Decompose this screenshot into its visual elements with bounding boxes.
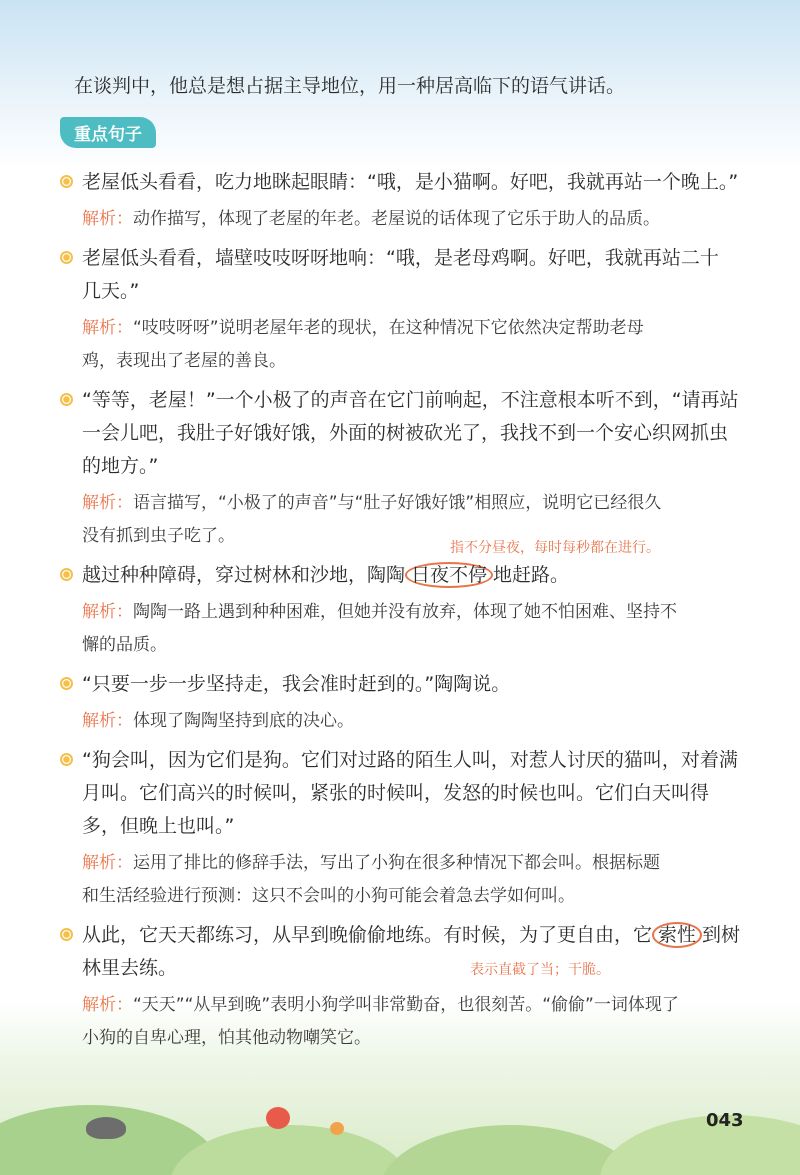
analysis-text: “天天”“从早到晚”表明小狗学叫非常勤奋，也很刻苦。“偷偷”一词体现了 (133, 995, 679, 1015)
sentence-line: 月叫。它们高兴的时候叫，紧张的时候叫，发怒的时候也叫。它们白天叫得 (82, 782, 710, 804)
intro-sentence: 在谈判中，他总是想占据主导地位，用一种居高临下的语气讲话。 (74, 75, 626, 97)
analysis-text: 语言描写，“小极了的声音”与“肚子好饿好饿”相照应，说明它已经很久 (133, 493, 662, 513)
analysis-label: 解析： (82, 318, 133, 338)
sentence-line (82, 919, 750, 952)
analysis-text: 陶陶一路上遇到种种困难，但她并没有放弃，体现了她不怕困难、坚持不 (133, 602, 677, 622)
analysis-line (82, 847, 750, 880)
page-content (60, 70, 750, 1059)
sentence-line: 林里去练。 (82, 957, 178, 979)
bullet-icon (60, 393, 73, 406)
sentence-line: 多，但晚上也叫。” (82, 815, 235, 837)
analysis-label: 解析： (82, 995, 133, 1015)
analysis-line (82, 345, 750, 378)
sentence-line: 的地方。” (82, 455, 159, 477)
analysis-text: 动作描写，体现了老屋的年老。老屋说的话体现了它乐于助人的品质。 (133, 209, 660, 229)
analysis-block (60, 596, 750, 662)
analysis-line (82, 880, 750, 913)
analysis-line (82, 705, 750, 738)
analysis-line (82, 487, 750, 520)
sentence-line: “等等，老屋！”一个小极了的声音在它门前响起，不注意根本听不到，“请再站 (82, 389, 739, 411)
analysis-block (60, 847, 750, 913)
analysis-line (82, 629, 750, 662)
key-sentence (60, 242, 750, 308)
analysis-text: 和生活经验进行预测：这只不会叫的小狗可能会着急去学如何叫。 (82, 886, 575, 906)
annotation-note: 表示直截了当；干脆。 (470, 962, 610, 978)
flower-decoration (330, 1122, 344, 1135)
key-sentence (60, 668, 750, 701)
grass-decoration (600, 1115, 800, 1175)
sentence-text: 到树 (702, 924, 741, 946)
analysis-block (60, 203, 750, 236)
grass-decoration (380, 1125, 640, 1175)
bullet-icon (60, 568, 73, 581)
analysis-line (82, 989, 750, 1022)
analysis-line (82, 1022, 750, 1055)
flower-decoration (266, 1107, 290, 1129)
annotation-note: 指不分昼夜，每时每秒都在进行。 (450, 540, 660, 556)
analysis-line (82, 203, 750, 236)
analysis-text: 运用了排比的修辞手法，写出了小狗在很多种情况下都会叫。根据标题 (133, 853, 660, 873)
rock-decoration (86, 1117, 126, 1139)
bullet-icon (60, 677, 73, 690)
bullet-icon (60, 251, 73, 264)
analysis-line (82, 312, 750, 345)
analysis-text: 小狗的自卑心理，怕其他动物嘲笑它。 (82, 1028, 371, 1048)
key-sentence (60, 919, 750, 985)
sentence-line: 老屋低头看看，吃力地眯起眼睛：“哦，是小猫啊。好吧，我就再站一个晚上。” (82, 171, 739, 193)
section-tag-key-sentences: 重点句子 (60, 117, 156, 148)
sentence-line (82, 559, 750, 592)
analysis-label: 解析： (82, 602, 133, 622)
sentence-text: 地赶路。 (493, 564, 570, 586)
analysis-text: “吱吱呀呀”说明老屋年老的现状，在这种情况下它依然决定帮助老母 (133, 318, 644, 338)
analysis-label: 解析： (82, 493, 133, 513)
bullet-icon (60, 175, 73, 188)
bullet-icon (60, 753, 73, 766)
key-sentence-list (60, 166, 750, 1055)
analysis-text: 没有抓到虫子吃了。 (82, 526, 235, 546)
bullet-icon (60, 928, 73, 941)
key-sentence (60, 384, 750, 483)
analysis-line (82, 596, 750, 629)
sentence-line: “狗会叫，因为它们是狗。它们对过路的陌生人叫，对惹人讨厌的猫叫，对着满 (82, 749, 738, 771)
sentence-text: 越过种种障碍，穿过树林和沙地，陶陶 (82, 564, 406, 586)
analysis-text: 懈的品质。 (82, 635, 167, 655)
circled-keyword: 日夜不停 (405, 562, 493, 588)
circled-keyword: 索性 (652, 922, 702, 948)
analysis-text: 体现了陶陶坚持到底的决心。 (133, 711, 354, 731)
page-number: 043 (706, 1110, 744, 1131)
analysis-block (60, 312, 750, 378)
analysis-label: 解析： (82, 711, 133, 731)
sentence-line: 老屋低头看看，墙壁吱吱呀呀地响：“哦，是老母鸡啊。好吧，我就再站二十 (82, 247, 719, 269)
analysis-text: 鸡，表现出了老屋的善良。 (82, 351, 286, 371)
sentence-text: 从此，它天天都练习，从早到晚偷偷地练。有时候，为了更自由，它 (82, 924, 653, 946)
grass-decoration (170, 1125, 410, 1175)
analysis-block (60, 989, 750, 1055)
key-sentence (60, 540, 750, 592)
analysis-block (60, 705, 750, 738)
key-sentence (60, 166, 750, 199)
sentence-line: 一会儿吧，我肚子好饿好饿，外面的树被砍光了，我找不到一个安心织网抓虫 (82, 422, 729, 444)
sentence-line: “只要一步一步坚持走，我会准时赶到的。”陶陶说。 (82, 673, 511, 695)
sentence-line: 几天。” (82, 280, 140, 302)
analysis-label: 解析： (82, 853, 133, 873)
key-sentence (60, 744, 750, 843)
analysis-label: 解析： (82, 209, 133, 229)
